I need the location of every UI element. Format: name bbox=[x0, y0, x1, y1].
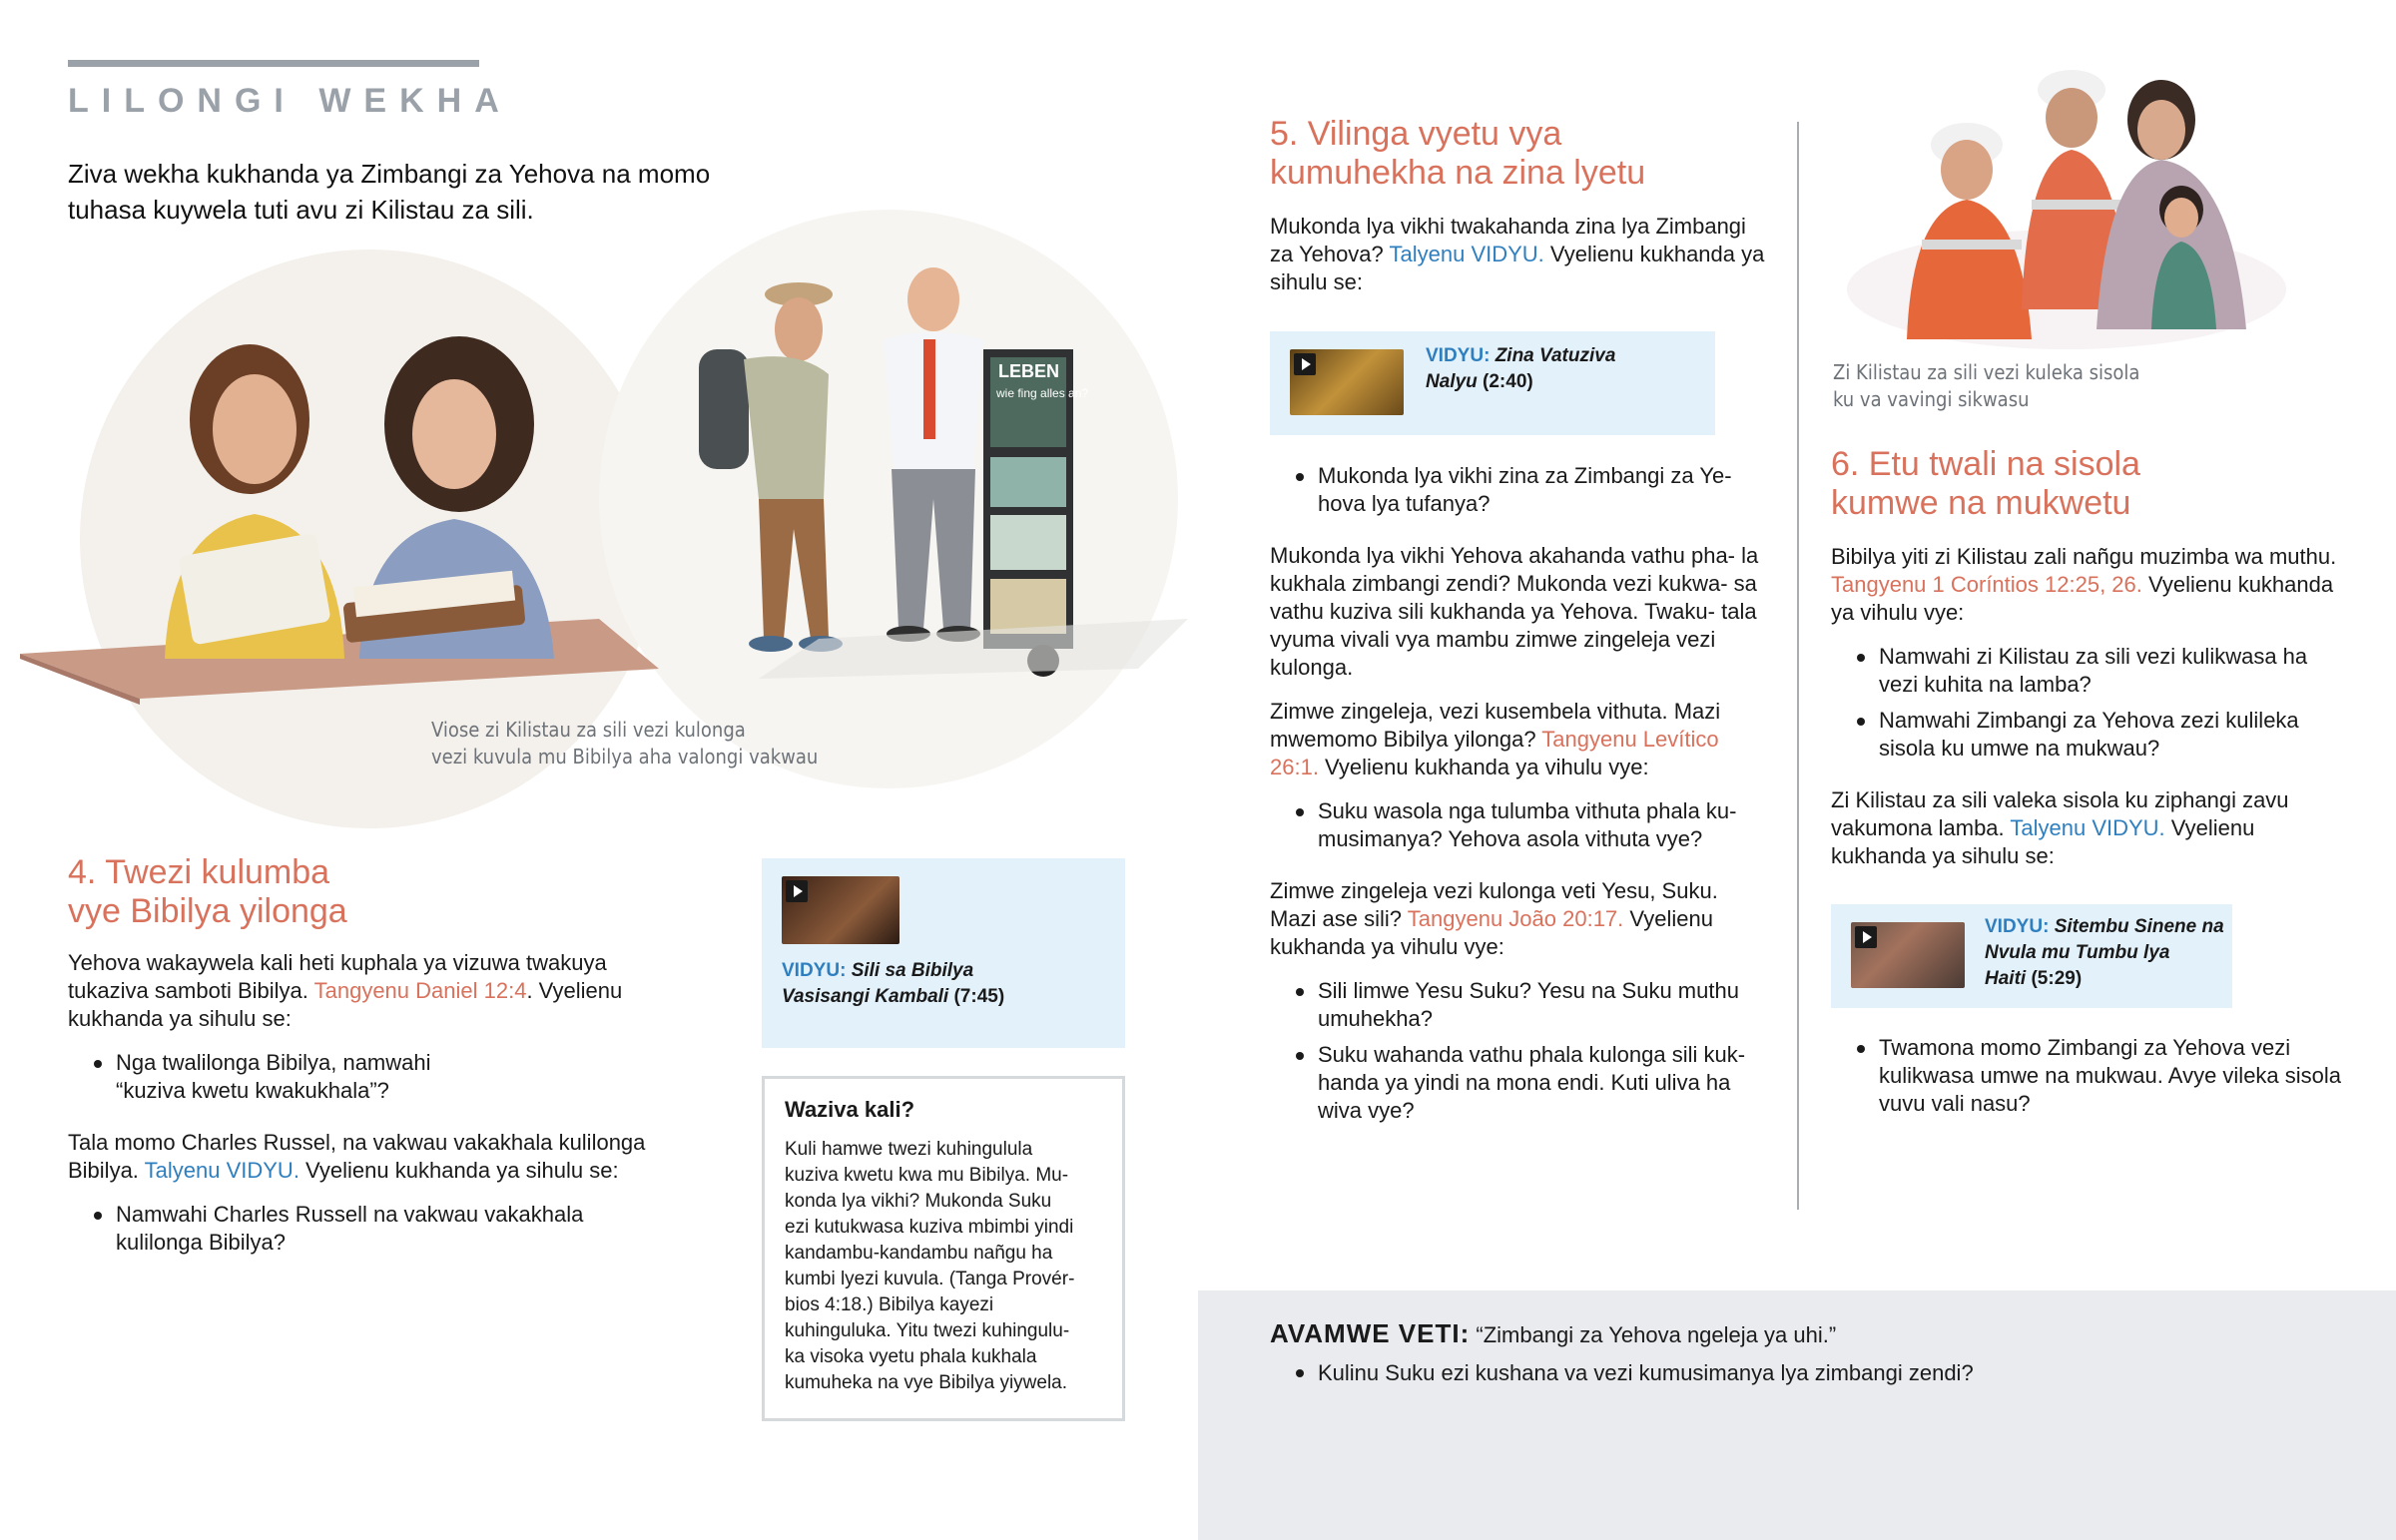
section-5-heading bbox=[1270, 115, 1769, 193]
section-5-paragraph-2: Mukonda lya vikhi Yehova akahanda vathu pha- la kukhala zimbangi zendi? Mukonda vezi kukwa- sa vathu kuziva sili kukhanda ya Yehova. Twaku- tala vyuma vivali vya mambu zimwe zingeleja vezi kulonga. bbox=[1270, 543, 1759, 680]
illustration-caption bbox=[431, 717, 818, 770]
section-6 bbox=[1831, 445, 2350, 1136]
question-list bbox=[1270, 977, 1769, 1125]
video-label: VIDYU: bbox=[1985, 916, 2050, 937]
video-title[interactable]: Vasisangi Kambali bbox=[782, 986, 949, 1007]
some-say-footer bbox=[1198, 1290, 2396, 1540]
question-item: Kulinu Suku ezi kushana va vezi kumusimanya lya zimbangi zendi? bbox=[1270, 1358, 2328, 1388]
question-list bbox=[1270, 462, 1769, 518]
question-list bbox=[1831, 1034, 2350, 1118]
video-link[interactable]: Talyenu VIDYU. bbox=[144, 1158, 300, 1183]
video-card-3[interactable] bbox=[1831, 904, 2232, 1008]
section-5-paragraph-4: Zimwe zingeleja vezi kulonga veti Yesu, Suku. Mazi ase sili? Tangyenu João 20:17. Vyelienu kukhanda ya vihulu vye: bbox=[1270, 878, 1718, 959]
caption-line-2: vezi kuvula mu Bibilya aha valongi vakwau bbox=[431, 745, 819, 769]
video-duration: (7:45) bbox=[953, 986, 1005, 1007]
scripture-link[interactable]: Tangyenu 1 Coríntios 12:25, 26. bbox=[1831, 572, 2142, 597]
video-card-1[interactable] bbox=[762, 858, 1125, 1048]
column-divider bbox=[1797, 122, 1799, 1210]
video-label: VIDYU: bbox=[782, 960, 847, 981]
footer-label: AVAMWE VETI: bbox=[1270, 1318, 1471, 1348]
video-title[interactable]: Nalyu bbox=[1426, 371, 1478, 392]
play-icon[interactable] bbox=[786, 880, 808, 902]
question-list bbox=[1831, 643, 2350, 763]
video-title[interactable]: Nvula mu Tumbu lya bbox=[1985, 942, 2170, 963]
section-4 bbox=[68, 853, 687, 1275]
stand-sign-subtitle: wie fing alles an? bbox=[996, 386, 1089, 400]
video-thumbnail[interactable] bbox=[1851, 922, 1965, 988]
question-list bbox=[68, 1201, 687, 1257]
intro-text: Ziva wekha kukhanda ya Zimbangi za Yehova na momo tuhasa kuywela tuti avu zi Kilistau za sili. bbox=[68, 159, 711, 225]
video-link[interactable]: Talyenu VIDYU. bbox=[1389, 242, 1544, 266]
question-list bbox=[1270, 1358, 2328, 1388]
video-link[interactable]: Talyenu VIDYU. bbox=[2010, 815, 2165, 840]
video-thumbnail[interactable] bbox=[1290, 349, 1404, 415]
caption-line-1: Viose zi Kilistau za sili vezi kulonga bbox=[431, 718, 746, 742]
question-item: Mukonda lya vikhi zina za Zimbangi za Ye- hova lya tufanya? bbox=[1270, 462, 1769, 518]
section-6-heading bbox=[1831, 445, 2350, 523]
question-item: Namwahi Charles Russell na vakwau vakakhala kulilonga Bibilya? bbox=[68, 1201, 687, 1257]
stand-sign-title: LEBEN bbox=[998, 361, 1060, 381]
section-6-paragraph-2: Zi Kilistau za sili valeka sisola ku ziphangi zavu vakumona lamba. Talyenu VIDYU. Vyelienu kukhanda ya sihulu se: bbox=[1831, 787, 2289, 868]
heading-line-2: kumuhekha na zina lyetu bbox=[1270, 154, 1646, 192]
question-list bbox=[68, 1049, 687, 1105]
video-label: VIDYU: bbox=[1426, 345, 1491, 366]
illustration-caption bbox=[1833, 359, 2139, 413]
heading-line-1: 5. Vilinga vyetu vya bbox=[1270, 115, 1562, 153]
box-title: Waziva kali? bbox=[785, 1097, 915, 1122]
question-item: Namwahi Zimbangi za Yehova zezi kulileka sisola ku umwe na mukwau? bbox=[1831, 707, 2350, 763]
heading-line-2: vye Bibilya yilonga bbox=[68, 892, 347, 930]
footer-statement bbox=[1270, 1318, 2328, 1350]
play-icon[interactable] bbox=[1855, 926, 1877, 948]
illustration-relief bbox=[1837, 50, 2296, 349]
caption-line-1: Zi Kilistau za sili vezi kuleka sisola bbox=[1833, 360, 2140, 384]
question-item: Sili limwe Yesu Suku? Yesu na Suku muthu umuhekha? bbox=[1270, 977, 1769, 1033]
caption-line-2: ku va vavingi sikwasu bbox=[1833, 387, 2030, 411]
section-4-heading bbox=[68, 853, 687, 931]
question-item: Namwahi zi Kilistau za sili vezi kulikwasa ha vezi kuhita na lamba? bbox=[1831, 643, 2350, 699]
video-card-2[interactable] bbox=[1270, 331, 1715, 435]
heading-line-1: 4. Twezi kulumba bbox=[68, 853, 330, 891]
question-item: Nga twalilonga Bibilya, namwahi “kuziva kwetu kwakukhala”? bbox=[68, 1049, 687, 1105]
kicker-bar bbox=[68, 60, 479, 67]
video-title[interactable]: Haiti bbox=[1985, 968, 2027, 989]
scripture-link[interactable]: Tangyenu João 20:17. bbox=[1407, 906, 1624, 931]
video-title[interactable]: Sitembu Sinene na bbox=[2054, 916, 2224, 937]
video-thumbnail[interactable] bbox=[782, 876, 899, 944]
scripture-link[interactable]: Tangyenu Daniel 12:4 bbox=[313, 978, 527, 1003]
section-5 bbox=[1270, 115, 1769, 1143]
section-4-paragraph-2: Tala momo Charles Russel, na vakwau vakakhala kulilonga Bibilya. Talyenu VIDYU. Vyelienu kukhanda ya sihulu se: bbox=[68, 1130, 646, 1183]
section-kicker: LILONGI WEKHA bbox=[68, 82, 512, 120]
question-item: Suku wasola nga tulumba vithuta phala ku- musimanya? Yehova asola vithuta vye? bbox=[1270, 797, 1769, 853]
footer-quote: “Zimbangi za Yehova ngeleja ya uhi.” bbox=[1470, 1322, 1837, 1347]
heading-line-1: 6. Etu twali na sisola bbox=[1831, 445, 2140, 483]
section-6-paragraph-1: Bibilya yiti zi Kilistau zali nañgu muzimba wa muthu. Tangyenu 1 Coríntios 12:25, 26. Vyelienu kukhanda ya vihulu vye: bbox=[1831, 544, 2337, 625]
section-5-paragraph-3: Zimwe zingeleja, vezi kusembela vithuta. Mazi mwemomo Bibilya yilonga? Tangyenu Levítico 26:1. Vyelienu kukhanda ya vihulu vye: bbox=[1270, 699, 1721, 779]
scripture-link[interactable]: Tangyenu Levítico 26:1. bbox=[1270, 727, 1719, 779]
video-duration: (2:40) bbox=[1483, 371, 1533, 392]
section-5-paragraph-1: Mukonda lya vikhi twakahanda zina lya Zimbangi za Yehova? Talyenu VIDYU. Vyelienu kukhanda ya sihulu se: bbox=[1270, 214, 1765, 294]
question-list bbox=[1270, 797, 1769, 853]
section-4-paragraph-1: Yehova wakaywela kali heti kuphala ya vizuwa twakuya tukaziva samboti Bibilya. Tangyenu Daniel 12:4. Vyelienu kukhanda ya sihulu se: bbox=[68, 950, 623, 1031]
video-title[interactable]: Zina Vatuziva bbox=[1495, 345, 1616, 366]
question-item: Suku wahanda vathu phala kulonga sili kuk- handa ya yindi na mona endi. Kuti uliva ha wiva vye? bbox=[1270, 1041, 1769, 1125]
play-icon[interactable] bbox=[1294, 353, 1316, 375]
did-you-know-box bbox=[762, 1076, 1125, 1421]
question-item: Twamona momo Zimbangi za Yehova vezi kulikwasa umwe na mukwau. Avye vileka sisola vuvu vali nasu? bbox=[1831, 1034, 2350, 1118]
box-body: Kuli hamwe twezi kuhingulula kuziva kwetu kwa mu Bibilya. Mu- konda lya vikhi? Mukonda Suku ezi kutukwasa kuziva mbimbi yindi kandambu-kandambu nañgu ha kumbi lyezi kuvula. (Tanga Provér- bios 4:18.) Bibilya kayezi kuhinguluka. Yitu twezi kuhingulu- ka visoka vyetu phala kukhala kumuheka na vye Bibilya yiywela. bbox=[785, 1139, 1075, 1393]
video-title[interactable]: Sili sa Bibilya bbox=[851, 960, 974, 981]
video-duration: (5:29) bbox=[2031, 968, 2083, 989]
heading-line-2: kumwe na mukwetu bbox=[1831, 484, 2131, 522]
